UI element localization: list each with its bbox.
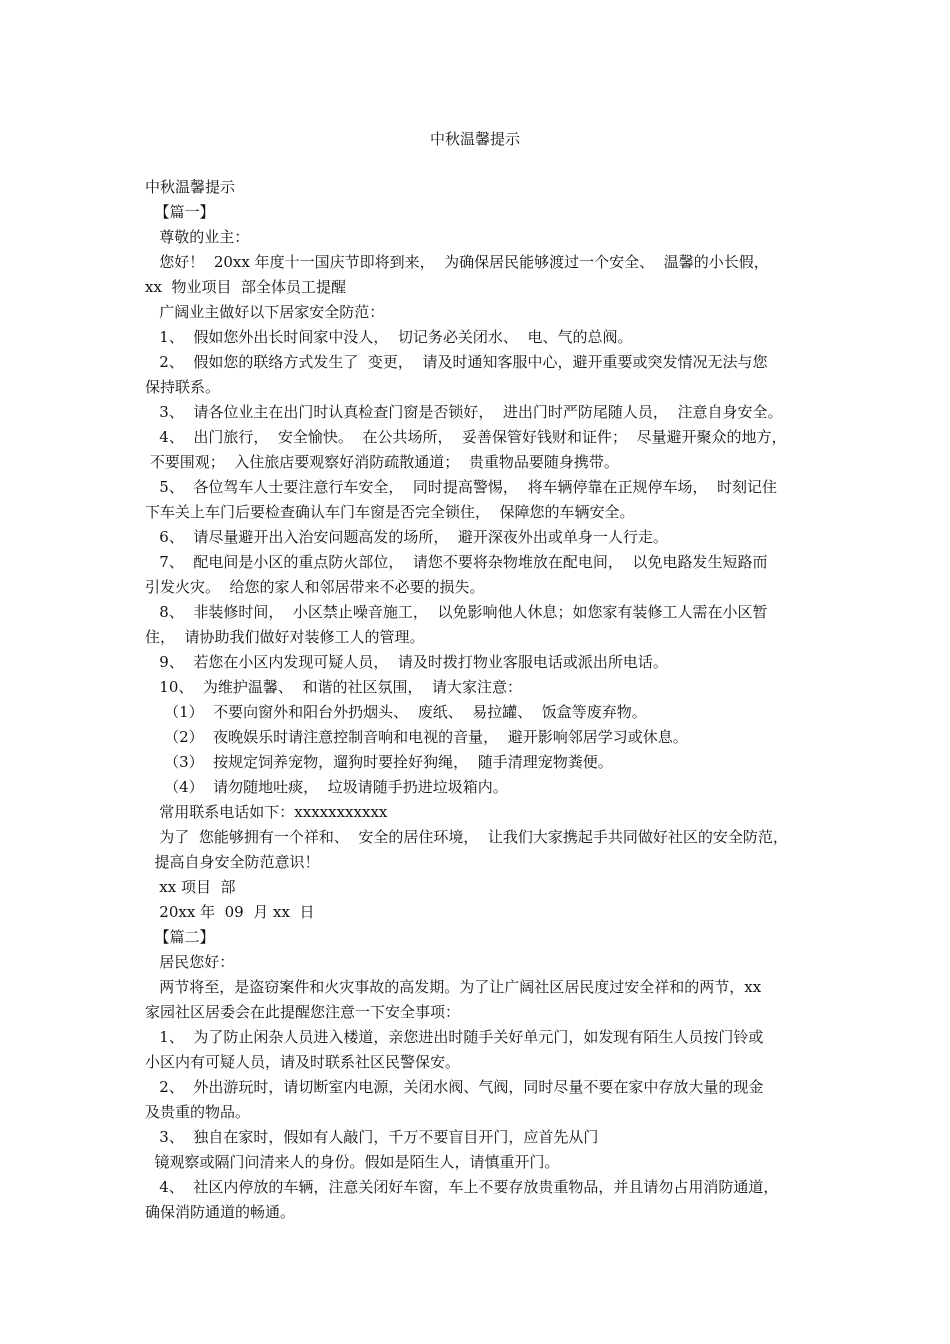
body-line: 两节将至，是盗窃案件和火灾事故的高发期。为了让广阔社区居民度过安全祥和的两节，xx (145, 978, 762, 996)
body-line: 2、 假如您的联络方式发生了 变更， 请及时通知客服中心，避开重要或突发情况无法与您 (145, 353, 768, 371)
document-body (145, 175, 825, 1225)
body-line: xx 物业项目 部全体员工提醒 (145, 278, 346, 296)
body-line: 家园社区居委会在此提醒您注意一下安全事项： (145, 1003, 461, 1021)
body-line: 为了 您能够拥有一个祥和、 安全的居住环境， 让我们大家携起手共同做好社区的安全防范， (145, 828, 788, 846)
body-line: 不要围观； 入住旅店要观察好消防疏散通道； 贵重物品要随身携带。 (145, 453, 619, 471)
body-line: 3、 独自在家时，假如有人敲门，千万不要盲目开门，应首先从门 (145, 1128, 599, 1146)
body-line: （2） 夜晚娱乐时请注意控制音响和电视的音量， 避开影响邻居学习或休息。 (145, 728, 688, 746)
body-line: 10、 为维护温馨、 和谐的社区氛围， 请大家注意： (145, 678, 523, 696)
body-line: 【篇二】 (145, 928, 215, 946)
body-line: （4） 请勿随地吐痰， 垃圾请随手扔进垃圾箱内。 (145, 778, 508, 796)
body-line: 下车关上车门后要检查确认车门车窗是否完全锁住， 保障您的车辆安全。 (145, 503, 635, 521)
body-line: 住， 请协助我们做好对装修工人的管理。 (145, 628, 425, 646)
body-line: 3、 请各位业主在出门时认真检查门窗是否锁好， 进出门时严防尾随人员， 注意自身安全。 (145, 403, 783, 421)
body-line: 引发火灾。 给您的家人和邻居带来不必要的损失。 (145, 578, 485, 596)
body-line: 4、 社区内停放的车辆，注意关闭好车窗，车上不要存放贵重物品，并且请勿占用消防通道， (145, 1178, 779, 1196)
body-line: 1、 假如您外出长时间家中没人， 切记务必关闭水、 电、气的总阀。 (145, 328, 633, 346)
body-line: 及贵重的物品。 (145, 1103, 251, 1121)
body-line: 9、 若您在小区内发现可疑人员， 请及时拨打物业客服电话或派出所电话。 (145, 653, 668, 671)
body-line: 1、 为了防止闲杂人员进入楼道，亲您进出时随手关好单元门，如发现有陌生人员按门铃或 (145, 1028, 764, 1046)
body-line: 尊敬的业主： (145, 228, 250, 246)
body-line: 6、 请尽量避开出入治安问题高发的场所， 避开深夜外出或单身一人行走。 (145, 528, 668, 546)
body-line: 7、 配电间是小区的重点防火部位， 请您不要将杂物堆放在配电间， 以免电路发生短路而 (145, 553, 768, 571)
body-line: （3） 按规定饲养宠物，遛狗时要拴好狗绳， 随手清理宠物粪便。 (145, 753, 613, 771)
body-line: 常用联系电话如下：xxxxxxxxxxx (145, 803, 388, 821)
body-line: 【篇一】 (145, 203, 215, 221)
body-line: 中秋温馨提示 (145, 178, 236, 196)
body-line: 广阔业主做好以下居家安全防范： (145, 303, 385, 321)
body-line: 20xx 年 09 月 xx 日 (145, 903, 315, 921)
body-line: 确保消防通道的畅通。 (145, 1203, 296, 1221)
document-title: 中秋温馨提示 (429, 130, 520, 148)
body-line: 保持联系。 (145, 378, 221, 396)
body-line: （1） 不要向窗外和阳台外扔烟头、 废纸、 易拉罐、 饭盒等废弃物。 (145, 703, 647, 721)
body-line: 5、 各位驾车人士要注意行车安全， 同时提高警惕， 将车辆停靠在正规停车场， 时刻记住 (145, 478, 777, 496)
body-line: 居民您好： (145, 953, 235, 971)
body-line: 镜观察或隔门问清来人的身份。假如是陌生人，请慎重开门。 (145, 1153, 560, 1171)
body-line: 您好！ 20xx 年度十一国庆节即将到来， 为确保居民能够渡过一个安全、 温馨的小长假， (145, 253, 769, 271)
body-line: 8、 非装修时间， 小区禁止噪音施工， 以免影响他人休息；如您家有装修工人需在小区暂 (145, 603, 768, 621)
body-line: 4、 出门旅行， 安全愉快。 在公共场所， 妥善保管好钱财和证件； 尽量避开聚众的地方， (145, 428, 787, 446)
body-line: xx 项目 部 (145, 878, 236, 896)
body-line: 小区内有可疑人员，请及时联系社区民警保安。 (145, 1053, 461, 1071)
body-line: 提高自身安全防范意识！ (145, 853, 320, 871)
body-line: 2、 外出游玩时，请切断室内电源，关闭水阀、气阀，同时尽量不要在家中存放大量的现金 (145, 1078, 764, 1096)
